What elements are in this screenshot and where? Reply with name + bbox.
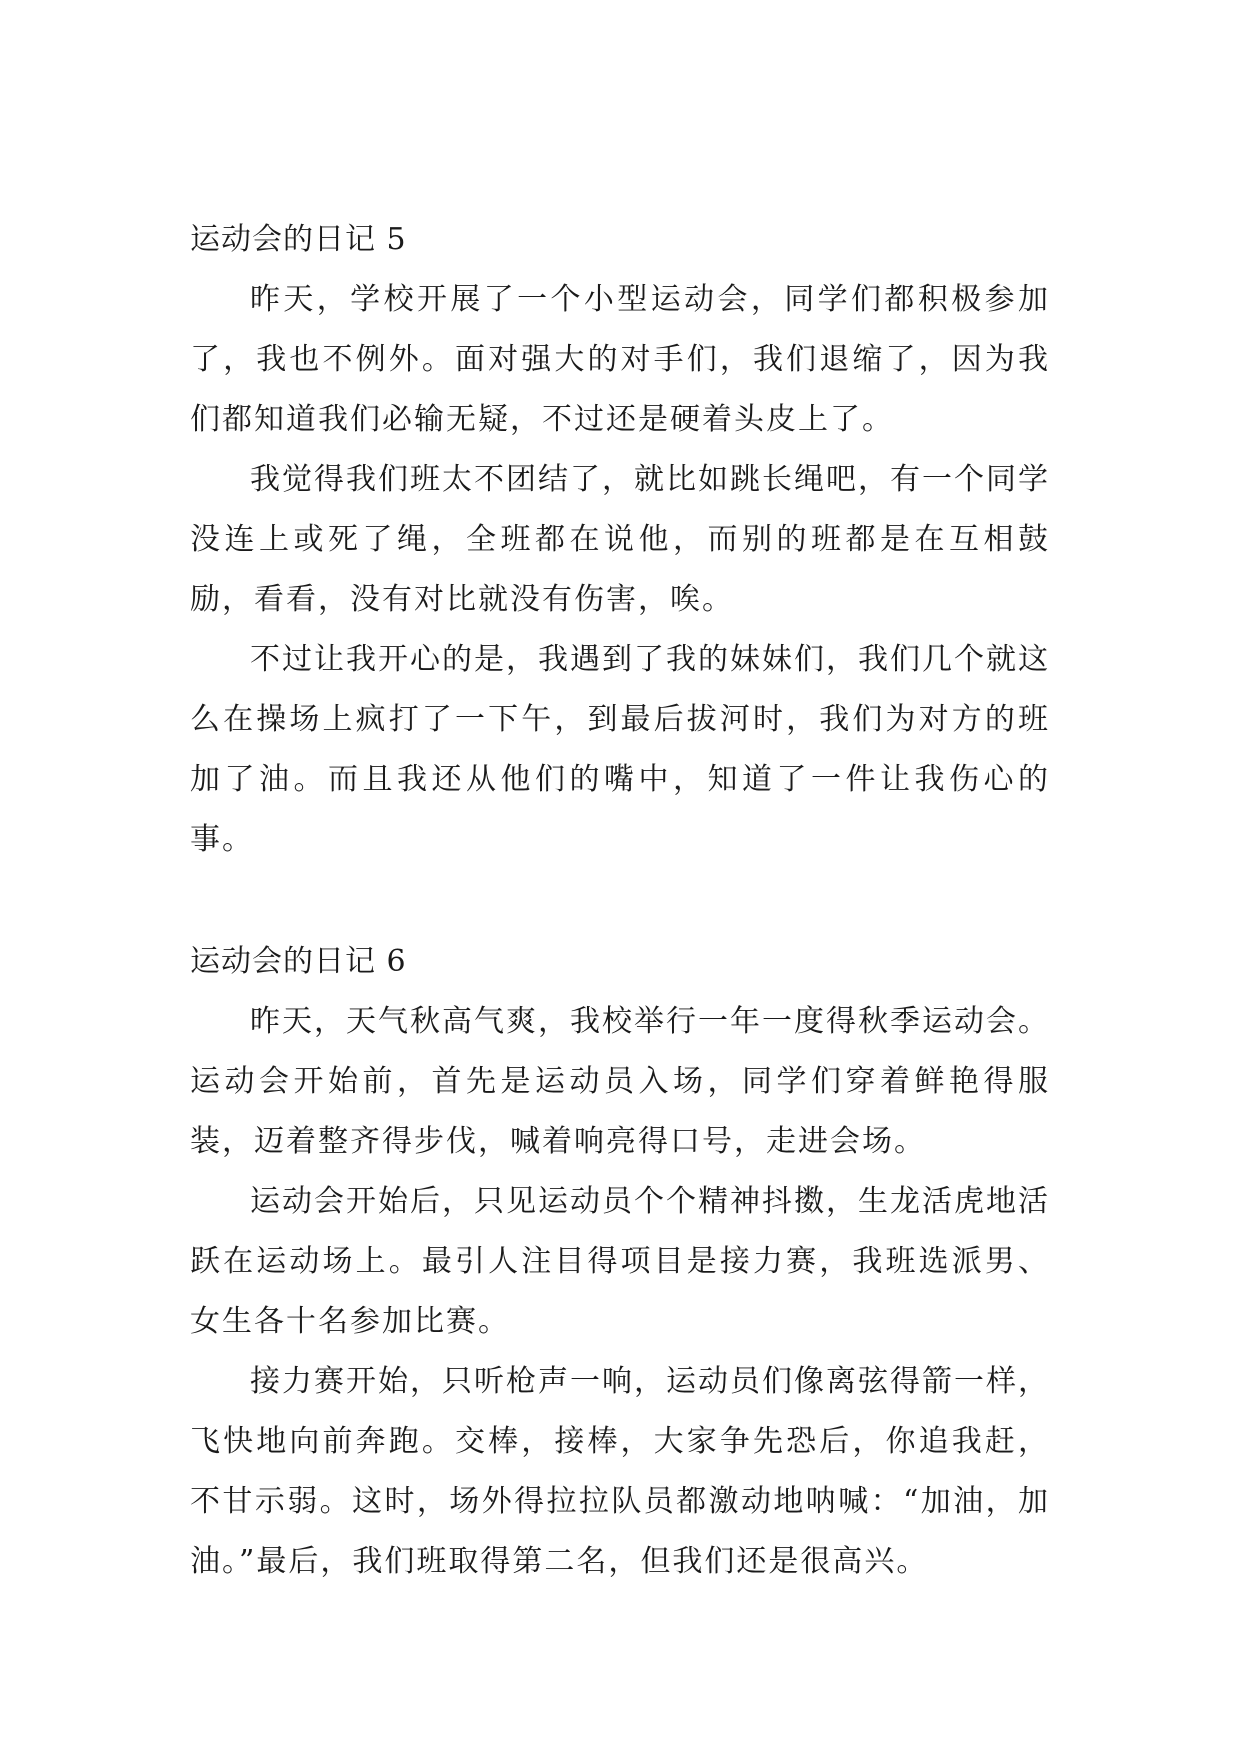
paragraph: 昨天，学校开展了一个小型运动会，同学们都积极参加了，我也不例外。面对强大的对手们，我们退缩了，因为我们都知道我们必输无疑，不过还是硬着头皮上了。 xyxy=(190,282,1050,437)
diary-section-5 xyxy=(190,210,1050,870)
paragraph: 运动会开始后，只见运动员个个精神抖擞，生龙活虎地活跃在运动场上。最引人注目得项目是接力赛，我班选派男、女生各十名参加比赛。 xyxy=(190,1184,1050,1339)
paragraph: 不过让我开心的是，我遇到了我的妹妹们，我们几个就这么在操场上疯打了一下午，到最后拔河时，我们为对方的班加了油。而且我还从他们的嘴中，知道了一件让我伤心的事。 xyxy=(190,642,1050,857)
section-title: 运动会的日记 6 xyxy=(190,944,407,979)
paragraph: 昨天，天气秋高气爽，我校举行一年一度得秋季运动会。运动会开始前，首先是运动员入场，同学们穿着鲜艳得服装，迈着整齐得步伐，喊着响亮得口号，走进会场。 xyxy=(190,1004,1050,1159)
section-title: 运动会的日记 5 xyxy=(190,222,407,257)
paragraph: 接力赛开始，只听枪声一响，运动员们像离弦得箭一样，飞快地向前奔跑。交棒，接棒，大家争先恐后，你追我赶，不甘示弱。这时，场外得拉拉队员都激动地呐喊：“加油，加油。”最后，我们班取得第二名，但我们还是很高兴。 xyxy=(190,1364,1050,1579)
diary-section-6 xyxy=(190,932,1050,1592)
document-page xyxy=(190,210,1050,1592)
paragraph: 我觉得我们班太不团结了，就比如跳长绳吧，有一个同学没连上或死了绳，全班都在说他，而别的班都是在互相鼓励，看看，没有对比就没有伤害，唉。 xyxy=(190,462,1050,617)
